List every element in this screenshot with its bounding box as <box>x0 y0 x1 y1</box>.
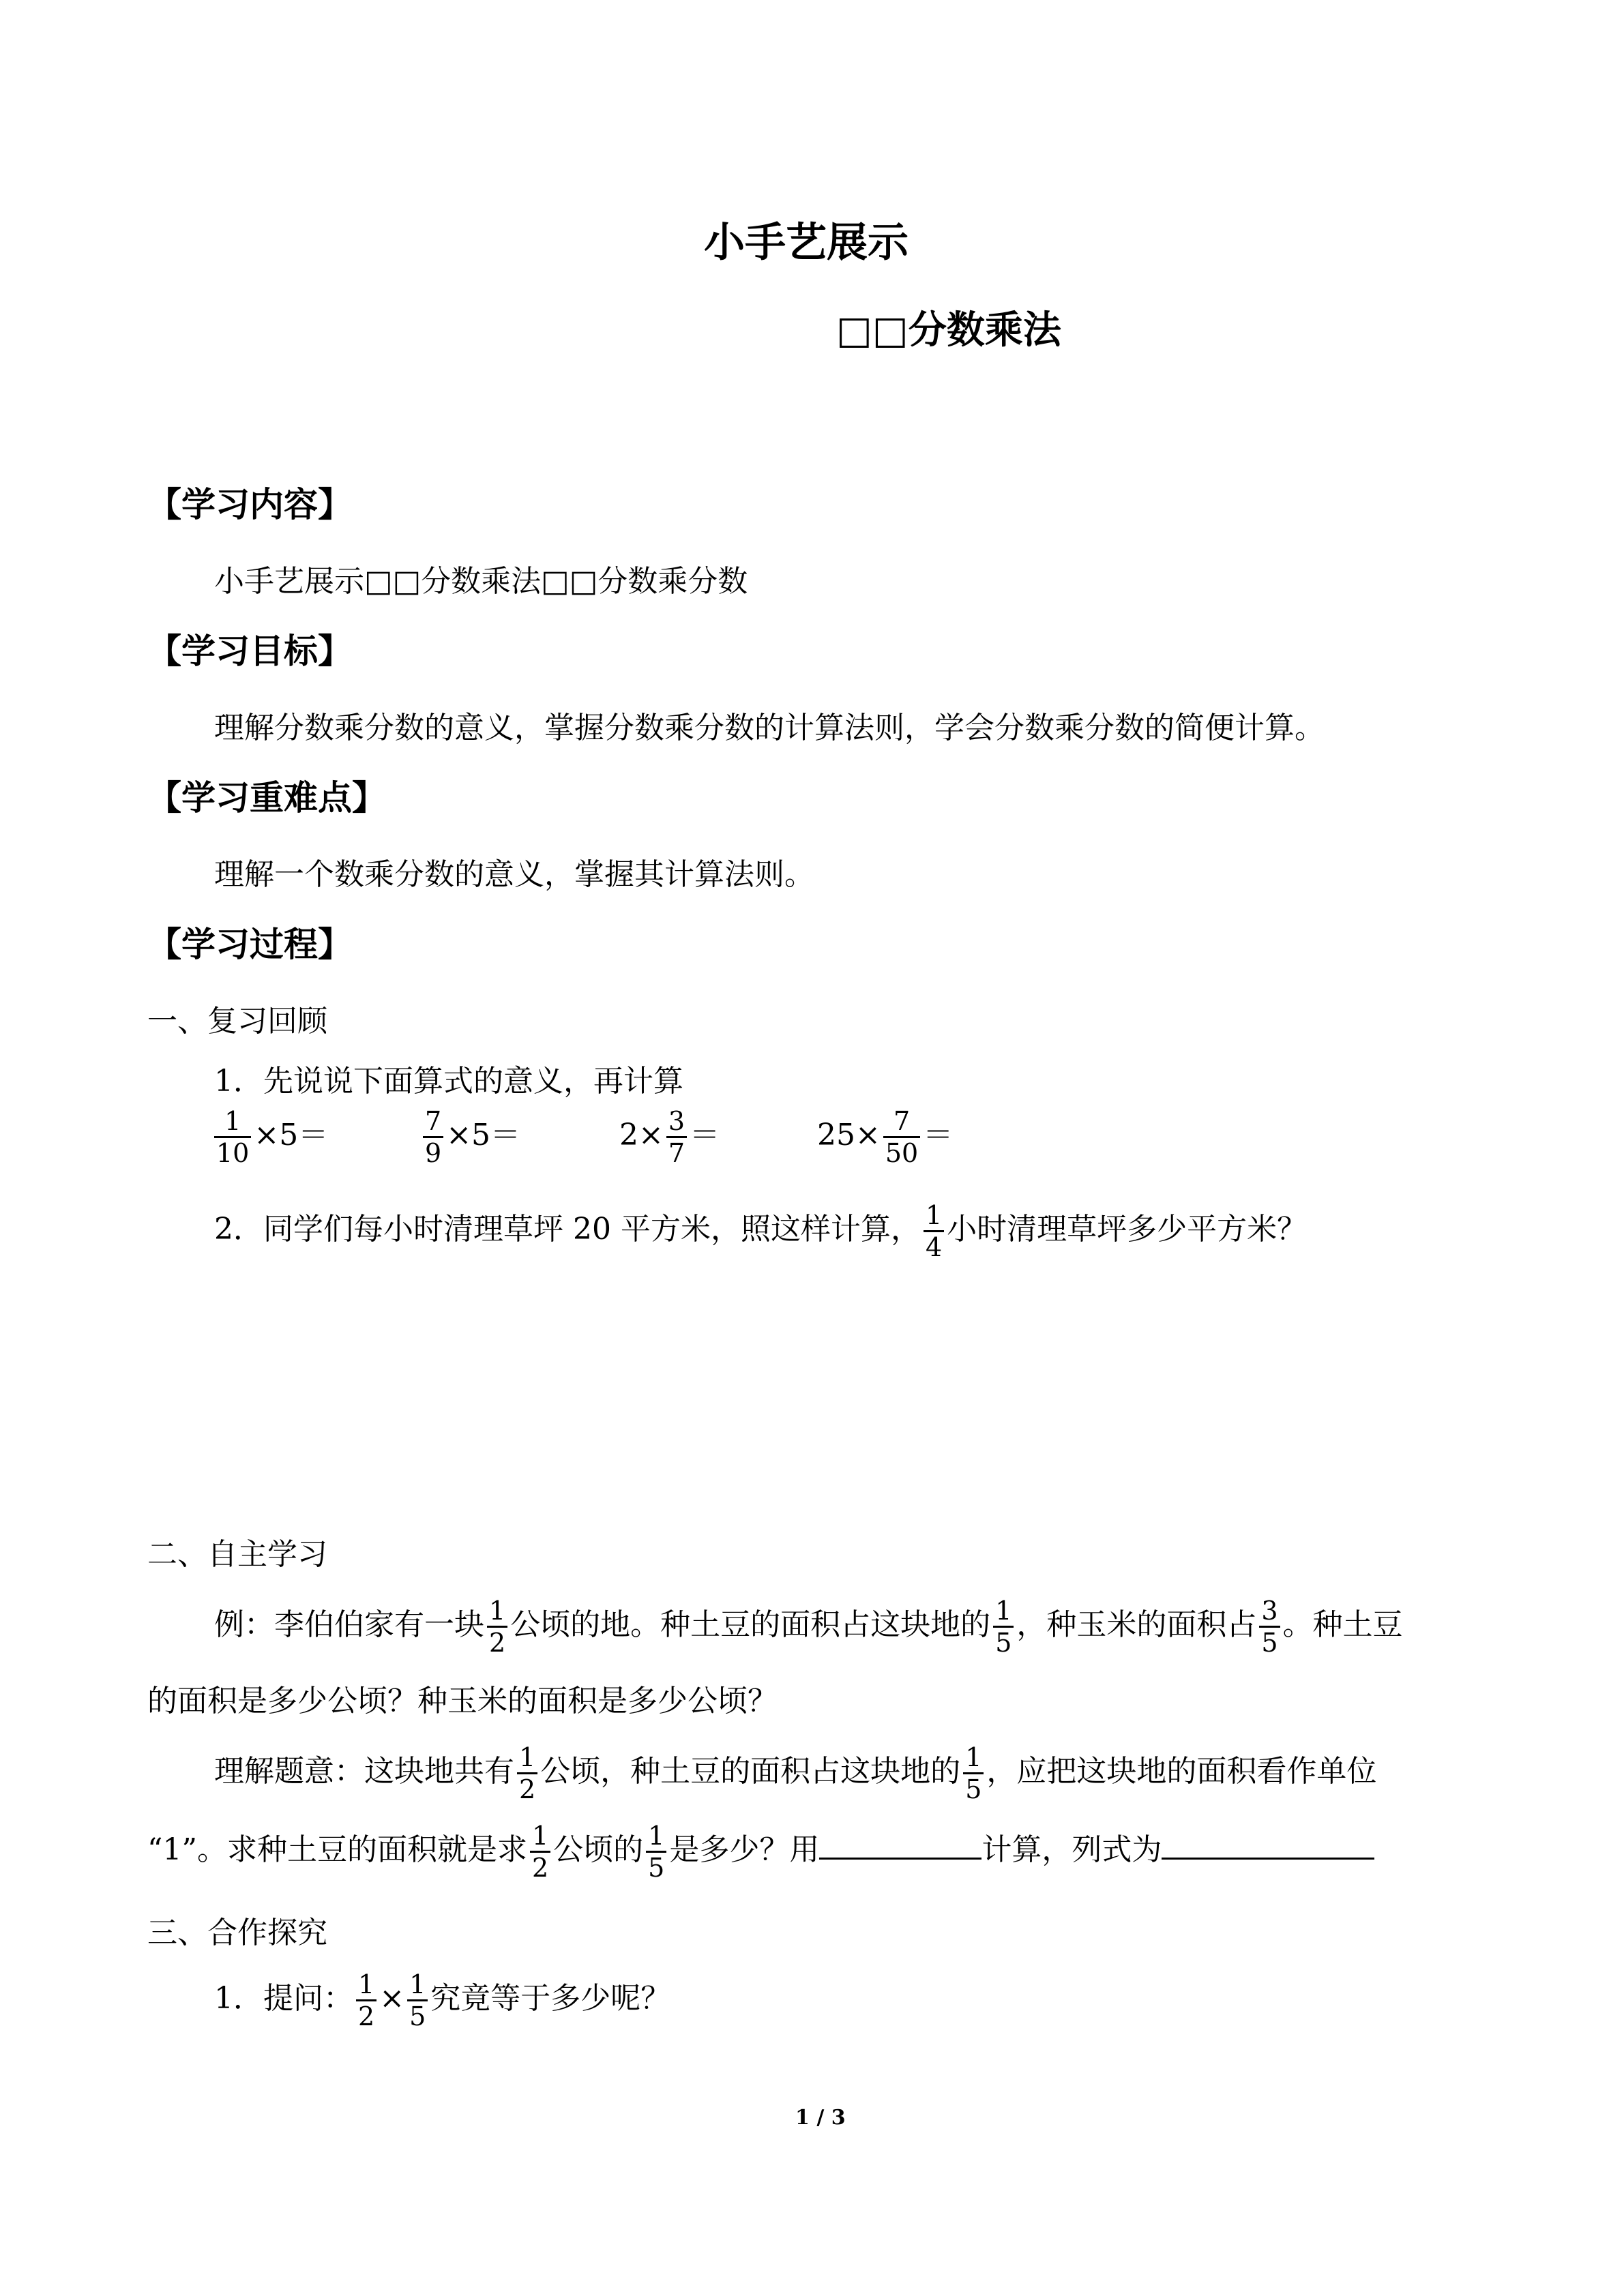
review-question-2: 2．同学们每小时清理草坪 20 平方米，照这样计算， $\frac{1}{4}$ 小时清理草坪多少平方米？ <box>214 1200 1308 1262</box>
review-expr-1: $\frac{1}{10}$ ×5＝ <box>211 1106 328 1168</box>
review-expr-4: 25× $\frac{7}{50}$ ＝ <box>817 1106 954 1168</box>
section-heading-process: 【学习过程】 <box>147 925 352 964</box>
section-heading-content: 【学习内容】 <box>147 485 352 524</box>
page-subtitle: □□分数乘法 <box>836 308 1061 353</box>
example-line-2: 的面积是多少公顷？种玉米的面积是多少公顷？ <box>147 1684 778 1718</box>
answer-blank-method[interactable] <box>819 1828 981 1860</box>
fraction: $\frac{7}{9}$ <box>423 1106 443 1168</box>
fraction: $\frac{1}{5}$ <box>963 1742 984 1804</box>
cooperation-question-1: 1．提问： $\frac{1}{2}$ × $\frac{1}{5}$ 究竟等于多少呢？ <box>214 1969 671 2031</box>
fraction: $\frac{1}{2}$ <box>356 1969 377 2031</box>
fraction: $\frac{1}{5}$ <box>993 1596 1014 1658</box>
section-text-content: 小手艺展示□□分数乘法□□分数乘分数 <box>214 564 748 599</box>
fraction: $\frac{1}{2}$ <box>517 1742 537 1804</box>
cooperation-title: 三、合作探究 <box>147 1915 327 1950</box>
fraction: $\frac{3}{7}$ <box>666 1106 687 1168</box>
review-expr-2: $\frac{7}{9}$ ×5＝ <box>420 1106 520 1168</box>
section-heading-goal: 【学习目标】 <box>147 631 352 671</box>
understanding-line-1: 理解题意：这块地共有 $\frac{1}{2}$ 公顷，种土豆的面积占这块地的 $\frac{1}{5}$ ，应把这块地的面积看作单位 <box>214 1742 1377 1804</box>
fraction: $\frac{7}{50}$ <box>883 1106 920 1168</box>
fraction: $\frac{1}{5}$ <box>646 1821 666 1883</box>
page-title: 小手艺展示 <box>704 219 909 267</box>
review-question-1: 1．先说说下面算式的意义，再计算 <box>214 1064 683 1099</box>
fraction: $\frac{1}{2}$ <box>530 1821 550 1883</box>
section-heading-key: 【学习重难点】 <box>147 778 386 818</box>
understanding-line-2: “1”。求种土豆的面积就是求 $\frac{1}{2}$ 公顷的 $\frac{1}{5}$ 是多少？用 计算，列式为 <box>147 1821 1374 1883</box>
example-line-1: 例：李伯伯家有一块 $\frac{1}{2}$ 公顷的地。种土豆的面积占这块地的 $\frac{1}{5}$ ，种玉米的面积占 $\frac{3}{5}$ 。种土豆 <box>214 1596 1403 1658</box>
section-text-key: 理解一个数乘分数的意义，掌握其计算法则。 <box>214 857 814 892</box>
fraction: $\frac{1}{4}$ <box>924 1200 944 1262</box>
fraction: $\frac{1}{5}$ <box>407 1969 428 2031</box>
page-number: 1 / 3 <box>795 2106 846 2130</box>
fraction: $\frac{1}{10}$ <box>214 1106 251 1168</box>
review-title: 一、复习回顾 <box>147 1004 327 1039</box>
answer-blank-formula[interactable] <box>1162 1828 1374 1860</box>
review-expr-3: 2× $\frac{3}{7}$ ＝ <box>619 1106 720 1168</box>
fraction: $\frac{3}{5}$ <box>1259 1596 1280 1658</box>
fraction: $\frac{1}{2}$ <box>487 1596 507 1658</box>
section-text-goal: 理解分数乘分数的意义，掌握分数乘分数的计算法则，学会分数乘分数的简便计算。 <box>214 711 1325 745</box>
self-study-title: 二、自主学习 <box>147 1537 327 1572</box>
